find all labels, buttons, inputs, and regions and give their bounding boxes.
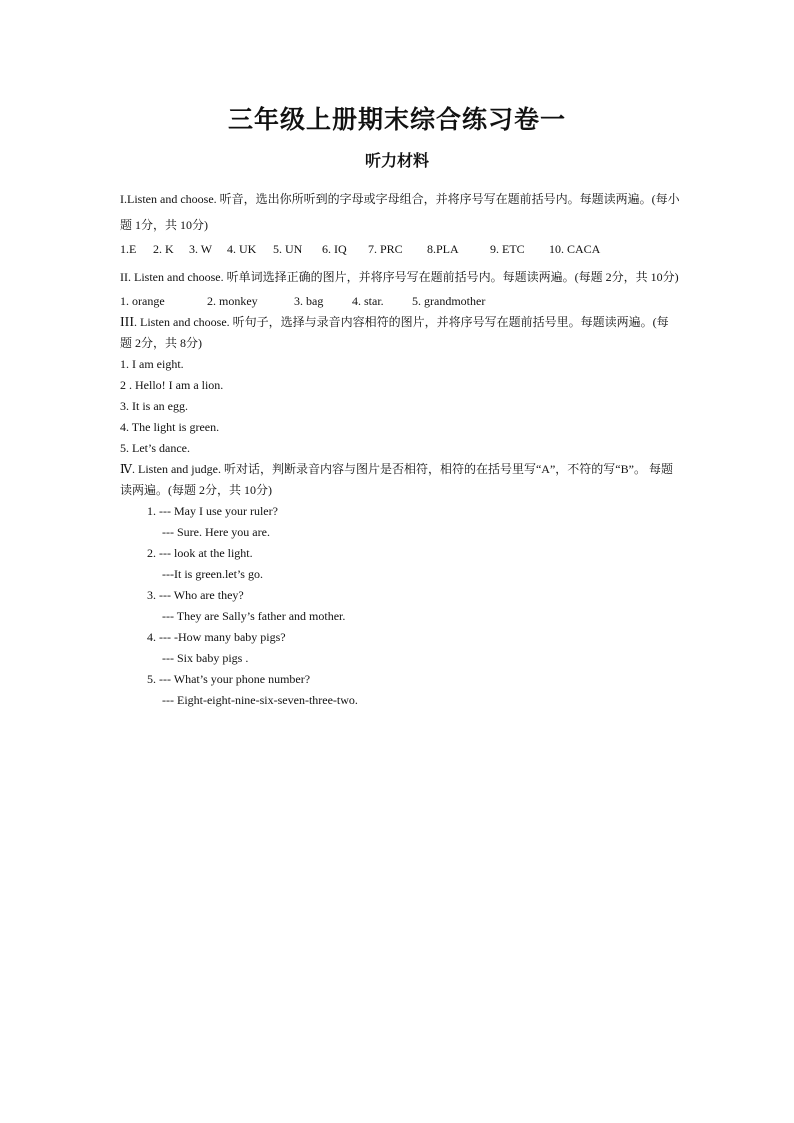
dialogue-answer: --- They are Sally’s father and mother. [162,609,346,623]
list-item: 1. I am eight. [120,357,184,371]
list-item: 4. The light is green. [120,420,220,434]
section1-items [120,238,680,260]
dialogue-question: 5. --- What’s your phone number? [147,672,311,686]
dialogue-answer: ---It is green.let’s go. [162,567,263,581]
page-title: 三年级上册期末综合练习卷一 [227,105,566,134]
list-item: 5. grandmother [412,294,486,308]
section2-instruction: II. Listen and choose. 听单词选择正确的图片，并将序号写在题前括号内。每题读两遍。(每题 2分，共 10分) [120,270,679,284]
list-item: 10. CACA [549,242,601,256]
list-item: 3. It is an egg. [120,399,188,413]
section3-numeral: III [120,315,134,330]
list-item: 5. Let’s dance. [120,441,190,455]
dialogue-question: 2. --- look at the light. [147,546,253,560]
dialogue-answer: --- Six baby pigs . [162,651,249,665]
dialogue-answer: --- Sure. Here you are. [162,525,270,539]
page-subtitle: 听力材料 [364,151,429,170]
section2-items [120,290,680,312]
list-item: 8.PLA [427,242,459,256]
list-item: 6. IQ [322,242,347,256]
list-item: 3. W [189,242,213,256]
dialogue-question: 3. --- Who are they? [147,588,244,602]
list-item: 1. orange [120,294,165,308]
list-item: 9. ETC [490,242,525,256]
section3-instruction [120,312,680,354]
list-item: 4. UK [227,242,257,256]
list-item: 5. UN [273,242,303,256]
list-item: 2 . Hello! I am a lion. [120,378,224,392]
section4-instruction: Ⅳ. Listen and judge. 听对话，判断录音内容与图片是否相符，相符的在括号里写“A”，不符的写“B”。 每题读两遍。(每题 2分，共 10分) [120,462,673,497]
dialogue-answer: --- Eight-eight-nine-six-seven-three-two. [162,693,358,707]
dialogue-question: 1. --- May I use your ruler? [147,504,278,518]
list-item: 2. monkey [207,294,258,308]
listening-material [120,186,680,711]
list-item: 7. PRC [368,242,403,256]
section3-instruction-text: . Listen and choose. 听句子，选择与录音内容相符的图片，并将序号写在题前括号里。每题读两遍。(每题 2分，共 8分) [120,315,669,350]
section1-instruction: I.Listen and choose. 听音，选出你所听到的字母或字母组合，并将序号写在题前括号内。每题读两遍。(每小题 1分，共 10分) [120,192,680,232]
list-item: 2. K [153,242,174,256]
dialogue-question: 4. --- -How many baby pigs? [147,630,286,644]
list-item: 1.E [120,242,137,256]
list-item: 4. star. [352,294,384,308]
list-item: 3. bag [294,294,324,308]
